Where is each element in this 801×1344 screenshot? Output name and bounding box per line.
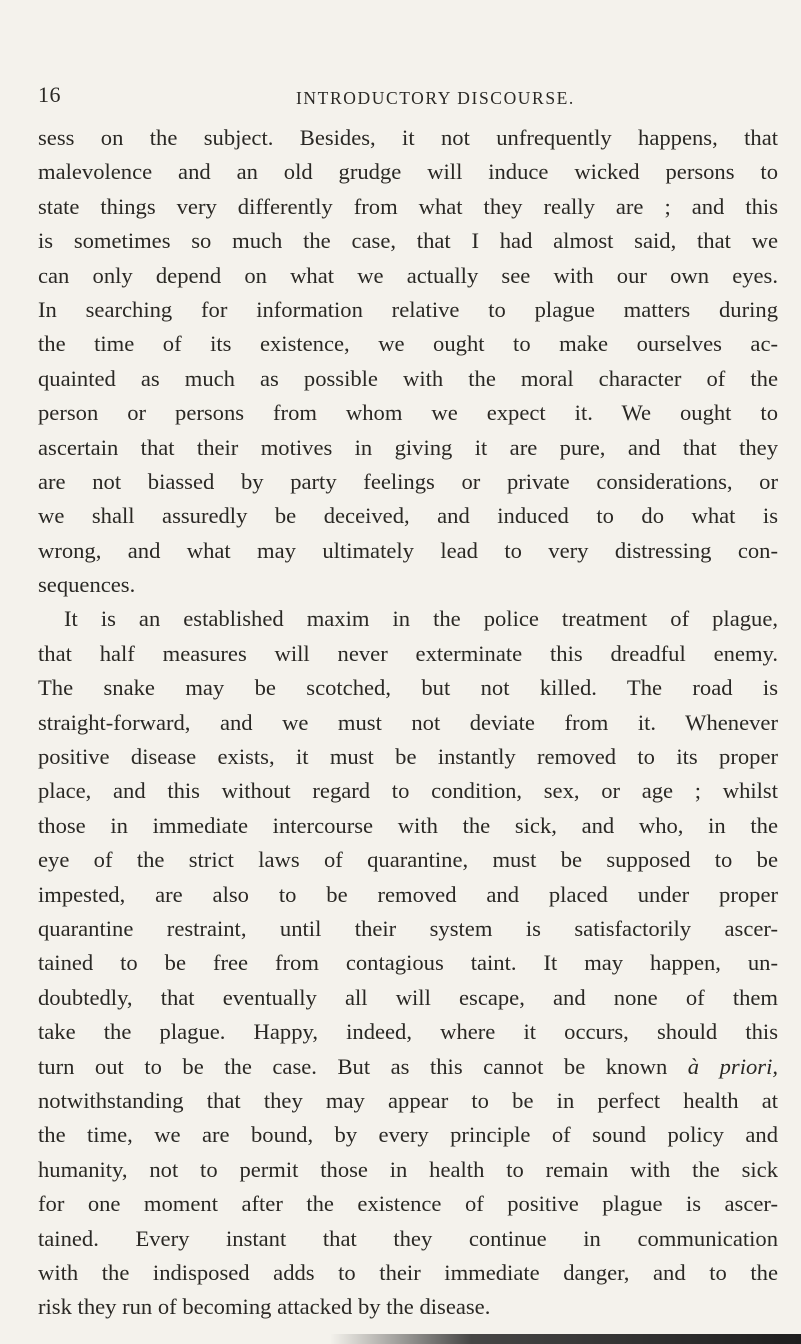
text-line: positive disease exists, it must be instantly removed to its proper bbox=[38, 744, 778, 770]
text-line: is sometimes so much the case, that I had almost said, that we bbox=[38, 228, 778, 254]
text-line: we shall assuredly be deceived, and induced to do what is bbox=[38, 503, 778, 529]
text-line: wrong, and what may ultimately lead to very distressing con- bbox=[38, 537, 778, 563]
page-number: 16 bbox=[38, 82, 61, 107]
body-text bbox=[38, 121, 778, 1325]
text-line: The snake may be scotched, but not killed. The road is bbox=[38, 675, 778, 701]
text-line: that half measures will never exterminate this dreadful enemy. bbox=[38, 640, 778, 666]
text-line: notwithstanding that they may appear to be in perfect health at bbox=[38, 1087, 778, 1113]
text-line: are not biassed by party feelings or private considerations, or bbox=[38, 468, 778, 494]
text-line: the time, we are bound, by every principle of sound policy and bbox=[38, 1122, 778, 1148]
text-line: straight-forward, and we must not deviate from it. Whenever bbox=[38, 709, 778, 735]
text-line: take the plague. Happy, indeed, where it occurs, should this bbox=[38, 1019, 778, 1045]
text-line: for one moment after the existence of positive plague is ascer- bbox=[38, 1191, 778, 1217]
text-line: state things very differently from what they really are ; and this bbox=[38, 193, 778, 219]
text-line: those in immediate intercourse with the sick, and who, in the bbox=[38, 812, 778, 838]
text-line: eye of the strict laws of quarantine, must be supposed to be bbox=[38, 847, 778, 873]
text-line: person or persons from whom we expect it. We ought to bbox=[38, 400, 778, 426]
text-line: In searching for information relative to plague matters during bbox=[38, 296, 778, 322]
text-line: with the indisposed adds to their immediate danger, and to the bbox=[38, 1259, 778, 1285]
text-line: malevolence and an old grudge will induce wicked persons to bbox=[38, 159, 778, 185]
text-line-part: turn out to be the case. But as this cannot be known bbox=[38, 1053, 668, 1079]
italic-phrase: à priori, bbox=[687, 1053, 778, 1079]
text-line: quarantine restraint, until their system is satisfactorily ascer- bbox=[38, 915, 778, 941]
text-line: the time of its existence, we ought to make ourselves ac- bbox=[38, 331, 778, 357]
text-line: can only depend on what we actually see with our own eyes. bbox=[38, 262, 778, 288]
text-line: doubtedly, that eventually all will escape, and none of them bbox=[38, 984, 778, 1010]
text-line: impested, are also to be removed and placed under proper bbox=[38, 881, 778, 907]
text-line-with-italic bbox=[38, 1050, 778, 1084]
page-bottom-edge-shadow bbox=[330, 1334, 801, 1344]
text-line: risk they run of becoming attacked by the disease. bbox=[38, 1294, 491, 1320]
text-line: place, and this without regard to condition, sex, or age ; whilst bbox=[38, 778, 778, 804]
text-line: sess on the subject. Besides, it not unfrequently happens, that bbox=[38, 125, 778, 150]
text-line: ascertain that their motives in giving it are pure, and that they bbox=[38, 434, 778, 460]
text-line: tained. Every instant that they continue in communication bbox=[38, 1225, 778, 1251]
text-line: humanity, not to permit those in health to remain with the sick bbox=[38, 1156, 778, 1182]
text-line: sequences. bbox=[38, 572, 136, 598]
running-head: INTRODUCTORY DISCOURSE. bbox=[296, 88, 575, 108]
paragraph-start-line: It is an established maxim in the police treatment of plague, bbox=[64, 606, 778, 632]
text-line: tained to be free from contagious taint. It may happen, un- bbox=[38, 950, 778, 976]
text-line: quainted as much as possible with the moral character of the bbox=[38, 365, 778, 391]
